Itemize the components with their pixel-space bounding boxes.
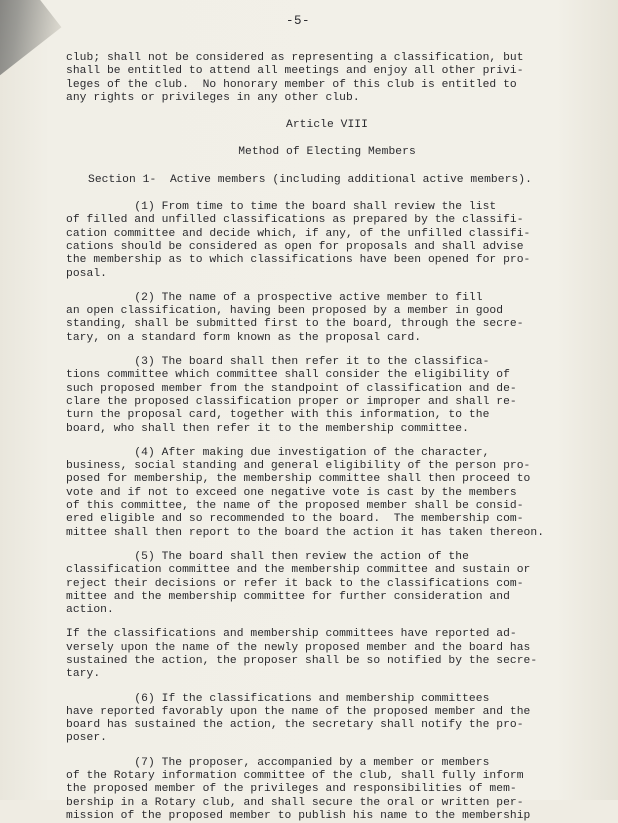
text-line: any rights or privileges in any other club.	[66, 91, 360, 104]
text-line: (6) If the classifications and membership committees	[66, 692, 490, 705]
text-line: the membership as to which classifications have been opened for pro-	[66, 254, 531, 267]
text-line: action.	[66, 604, 114, 617]
text-line: cations should be considered as open for proposals and shall advise	[66, 240, 524, 253]
text-line: clare the proposed classification proper or improper and shall re-	[66, 395, 517, 408]
paragraph-6	[66, 693, 588, 746]
paragraph-1	[66, 201, 588, 281]
text-line: of filled and unfilled classifications as prepared by the classifi-	[66, 214, 524, 227]
section-heading: Section 1- Active members (including additional active members).	[88, 173, 532, 186]
text-line: cation committee and decide which, if any, of the unfilled classifi-	[66, 227, 531, 240]
text-line: bership in a Rotary club, and shall secure the oral or written per-	[66, 796, 524, 809]
text-line: classification committee and the membership committee and sustain or	[66, 564, 531, 577]
text-line: an open classification, having been proposed by a member in good	[66, 305, 504, 318]
text-line: mission of the proposed member to publish his name to the membership	[66, 809, 531, 822]
text-line: ered eligible and so recommended to the board. The membership com-	[66, 513, 524, 526]
text-line: the proposed member of the privileges and responsibilities of mem-	[66, 783, 517, 796]
text-line: (3) The board shall then refer it to the classifica-	[66, 356, 490, 369]
text-line: (5) The board shall then review the action of the	[66, 550, 469, 563]
paragraph-5	[66, 551, 588, 617]
text-line: such proposed member from the standpoint of classification and de-	[66, 382, 517, 395]
text-line: If the classifications and membership committees have reported ad-	[66, 628, 517, 641]
text-line: versely upon the name of the newly proposed member and the board has	[66, 641, 531, 654]
page-number: -5-	[286, 14, 311, 28]
text-line: have reported favorably upon the name of the proposed member and the	[66, 705, 531, 718]
text-line: board has sustained the action, the secretary shall notify the pro-	[66, 719, 524, 732]
text-line: (2) The name of a prospective active member to fill	[66, 291, 483, 304]
paragraph-7	[66, 757, 588, 823]
text-line: club; shall not be considered as representing a classification, but	[66, 52, 524, 64]
text-line: of the Rotary information committee of the club, shall fully inform	[66, 770, 524, 783]
paragraph-4	[66, 447, 588, 540]
paragraph-3	[66, 356, 588, 436]
article-title: Method of Electing Members	[238, 146, 416, 159]
text-line: turn the proposal card, together with this information, to the	[66, 409, 490, 422]
text-line: posal.	[66, 267, 107, 280]
text-line: board, who shall then refer it to the membership committee.	[66, 422, 469, 435]
paragraph-2	[66, 292, 588, 345]
text-line: standing, shall be submitted first to the board, through the secre-	[66, 318, 524, 331]
document-body	[66, 52, 588, 823]
article-heading: Article VIII	[286, 119, 368, 132]
text-line: posed for membership, the membership committee shall then proceed to	[66, 473, 531, 486]
text-line: (1) From time to time the board shall review the list	[66, 201, 497, 214]
text-line: leges of the club. No honorary member of this club is entitled to	[66, 78, 517, 91]
text-line: tary, on a standard form known as the proposal card.	[66, 331, 422, 344]
text-line: vote and if not to exceed one negative vote is cast by the members	[66, 486, 517, 499]
folded-corner	[0, 0, 61, 75]
text-line: of this committee, the name of the proposed member shall be consid-	[66, 500, 524, 513]
text-line: mittee shall then report to the board the action it has taken thereon.	[66, 526, 545, 539]
text-line: tions committee which committee shall consider the eligibility of	[66, 369, 510, 382]
text-line: (4) After making due investigation of the character,	[66, 446, 490, 459]
text-line: tary.	[66, 668, 101, 681]
text-line: sustained the action, the proposer shall be so notified by the secre-	[66, 654, 538, 667]
text-line: shall be entitled to attend all meetings and enjoy all other privi-	[66, 65, 524, 78]
text-line: mittee and the membership committee for further consideration and	[66, 590, 510, 603]
text-line: (7) The proposer, accompanied by a member or members	[66, 756, 490, 769]
paragraph-adverse	[66, 628, 588, 681]
intro-paragraph	[66, 52, 588, 105]
text-line: reject their decisions or refer it back to the classifications com-	[66, 577, 524, 590]
text-line: poser.	[66, 732, 107, 745]
text-line: business, social standing and general eligibility of the person pro-	[66, 460, 531, 473]
